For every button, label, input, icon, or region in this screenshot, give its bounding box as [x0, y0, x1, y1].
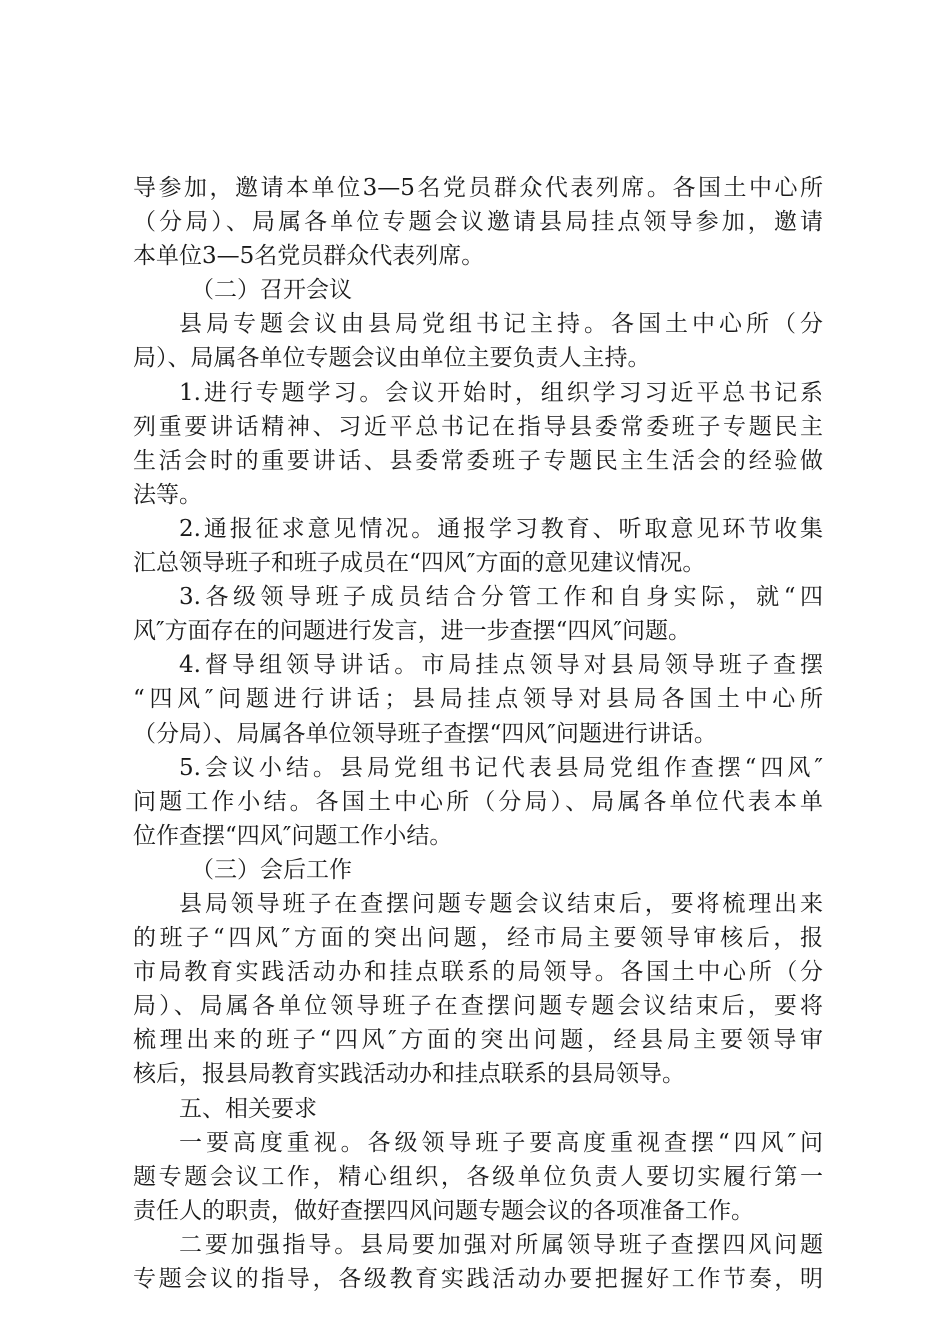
text-line: 县局领导班子在查摆问题专题会议结束后，要将梳理出来	[179, 890, 823, 917]
text-line: 县局专题会议由县局党组书记主持。各国土中心所（分	[179, 311, 823, 338]
text-line: 核后，报县局教育实践活动办和挂点联系的县局领导。	[133, 1061, 685, 1088]
text-line: 3.各级领导班子成员结合分管工作和自身实际，就“四	[179, 584, 823, 611]
text-line: 责任人的职责，做好查摆四风问题专题会议的各项准备工作。	[133, 1197, 754, 1224]
text-line: 题专题会议工作，精心组织，各级单位负责人要切实履行第一	[133, 1163, 823, 1190]
text-line: 问题工作小结。各国土中心所（分局）、局属各单位代表本单	[133, 788, 823, 815]
text-line: 生活会时的重要讲话、县委常委班子专题民主生活会的经验做	[133, 447, 823, 474]
text-line: 1.进行专题学习。会议开始时，组织学习习近平总书记系	[179, 379, 823, 406]
text-line: 导参加，邀请本单位3—5名党员群众代表列席。各国土中心所	[133, 175, 823, 201]
section-heading: 五、相关要求	[179, 1095, 317, 1122]
text-line: 4.督导组领导讲话。市局挂点领导对县局领导班子查摆	[179, 652, 823, 679]
text-line: 本单位3—5名党员群众代表列席。	[133, 243, 485, 270]
section-heading: （三）会后工作	[191, 856, 352, 883]
text-line: 一要高度重视。各级领导班子要高度重视查摆“四风″问	[179, 1129, 823, 1156]
text-line: 2.通报征求意见情况。通报学习教育、听取意见环节收集	[179, 515, 823, 542]
section-heading: （二）召开会议	[191, 277, 352, 304]
text-line: 法等。	[133, 481, 202, 508]
text-line: 局）、局属各单位专题会议由单位主要负责人主持。	[133, 345, 651, 372]
text-line: 的班子“四风″方面的突出问题，经市局主要领导审核后，报	[133, 925, 823, 952]
text-line: 位作查摆“四风″问题工作小结。	[133, 822, 453, 849]
text-line: （分局）、局属各单位专题会议邀请县局挂点领导参加，邀请	[133, 209, 823, 236]
text-line: 列重要讲话精神、习近平总书记在指导县委常委班子专题民主	[133, 413, 823, 440]
text-line: “四风″问题进行讲话；县局挂点领导对县局各国土中心所	[133, 686, 823, 713]
text-line: 二要加强指导。县局要加强对所属领导班子查摆四风问题	[179, 1231, 823, 1258]
text-line: 梳理出来的班子“四风″方面的突出问题，经县局主要领导审	[133, 1027, 823, 1054]
document-body	[133, 171, 823, 1296]
text-line: （分局）、局属各单位领导班子查摆“四风″问题进行讲话。	[133, 720, 717, 747]
text-line: 汇总领导班子和班子成员在“四风″方面的意见建议情况。	[133, 550, 706, 577]
text-line: 风″方面存在的问题进行发言，进一步查摆“四风″问题。	[133, 618, 691, 645]
text-line: 市局教育实践活动办和挂点联系的局领导。各国土中心所（分	[133, 959, 823, 986]
text-line: 专题会议的指导，各级教育实践活动办要把握好工作节奏，明	[133, 1266, 823, 1292]
text-line: 5.会议小结。县局党组书记代表县局党组作查摆“四风″	[179, 754, 823, 781]
text-line: 局）、局属各单位领导班子在查摆问题专题会议结束后，要将	[133, 993, 823, 1020]
